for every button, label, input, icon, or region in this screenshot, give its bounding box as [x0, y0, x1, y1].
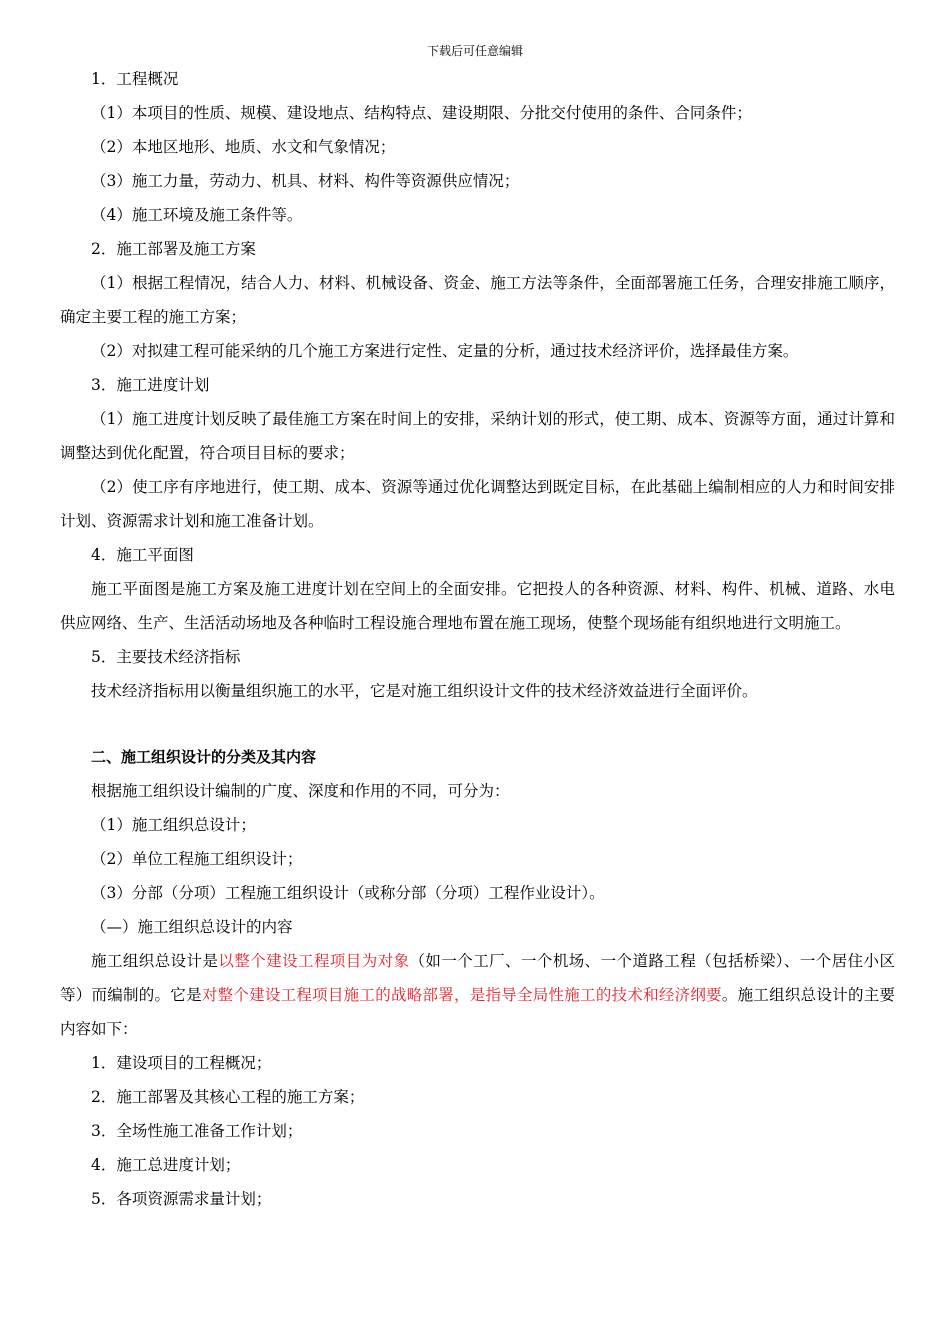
list-item: 4．施工总进度计划； — [91, 1156, 241, 1174]
paragraph: 技术经济指标用以衡量组织施工的水平，它是对施工组织设计文件的技术经济效益进行全面评价。 — [91, 682, 758, 700]
paragraph: 根据施工组织设计编制的广度、深度和作用的不同，可分为： — [91, 782, 510, 800]
paragraph: （1）施工进度计划反映了最佳施工方案在时间上的安排，采纳计划的形式，使工期、成本、资源等方面，通过计算和调整达到优化配置，符合项目目标的要求； — [60, 410, 895, 462]
text-run: （如一个工厂、一个机场、一个道路工程（包括桥梁）、一个居住小区等）而编制的。它是 — [60, 952, 895, 1004]
highlight-text: 对整个建设工程项目施工的战略部署，是指导全局性施工的技术和经济纲要 — [201, 986, 722, 1004]
heading-site-plan: 4．施工平面图 — [91, 546, 194, 564]
text-run: 施工组织总设计是 — [91, 952, 219, 970]
paragraph: （2）对拟建工程可能采纳的几个施工方案进行定性、定量的分析，通过技术经济评价，选择最佳方案。 — [91, 342, 799, 360]
paragraph: 施工平面图是施工方案及施工进度计划在空间上的全面安排。它把投人的各种资源、材料、构件、机械、道路、水电供应网络、生产、生活活动场地及各种临时工程设施合理地布置在施工现场，使整个现场能有组织地进行文明施工。 — [60, 580, 895, 632]
paragraph-highlighted — [60, 944, 895, 1046]
heading-deployment-plan: 2．施工部署及施工方案 — [91, 240, 256, 258]
list-item: （2）单位工程施工组织设计； — [91, 850, 303, 868]
paragraph: （3）施工力量，劳动力、机具、材料、构件等资源供应情况； — [91, 172, 520, 190]
section-heading: 二、施工组织设计的分类及其内容 — [91, 748, 317, 766]
list-item: 5．各项资源需求量计划； — [91, 1190, 272, 1208]
list-item: 3．全场性施工准备工作计划； — [91, 1122, 303, 1140]
subsection-heading: （—）施工组织总设计的内容 — [91, 918, 293, 936]
paragraph: （1）本项目的性质、规模、建设地点、结构特点、建设期限、分批交付使用的条件、合同条件； — [91, 104, 752, 122]
document-body — [60, 62, 895, 1216]
paragraph: （4）施工环境及施工条件等。 — [91, 206, 303, 224]
paragraph: （2）使工序有序地进行，使工期、成本、资源等通过优化调整达到既定目标，在此基础上编制相应的人力和时间安排计划、资源需求计划和施工准备计划。 — [60, 478, 895, 530]
list-item: 1．建设项目的工程概况； — [91, 1054, 272, 1072]
heading-indicators: 5．主要技术经济指标 — [91, 648, 241, 666]
paragraph: （1）根据工程情况，结合人力、材料、机械设备、资金、施工方法等条件，全面部署施工任务，合理安排施工顺序，确定主要工程的施工方案； — [60, 274, 895, 326]
highlight-text: 以整个建设工程项目为对象 — [218, 952, 410, 970]
text-run: 。施工组织总设计的主要内容如下： — [60, 986, 895, 1038]
page-header: 下载后可任意编辑 — [426, 44, 523, 58]
list-item: 2．施工部署及其核心工程的施工方案； — [91, 1088, 365, 1106]
list-item: （1）施工组织总设计； — [91, 816, 256, 834]
heading-schedule: 3．施工进度计划 — [91, 376, 210, 394]
list-item: （3）分部（分项）工程施工组织设计（或称分部（分项）工程作业设计）。 — [91, 884, 605, 902]
paragraph: （2）本地区地形、地质、水文和气象情况； — [91, 138, 396, 156]
heading-project-overview: 1．工程概况 — [91, 70, 179, 88]
